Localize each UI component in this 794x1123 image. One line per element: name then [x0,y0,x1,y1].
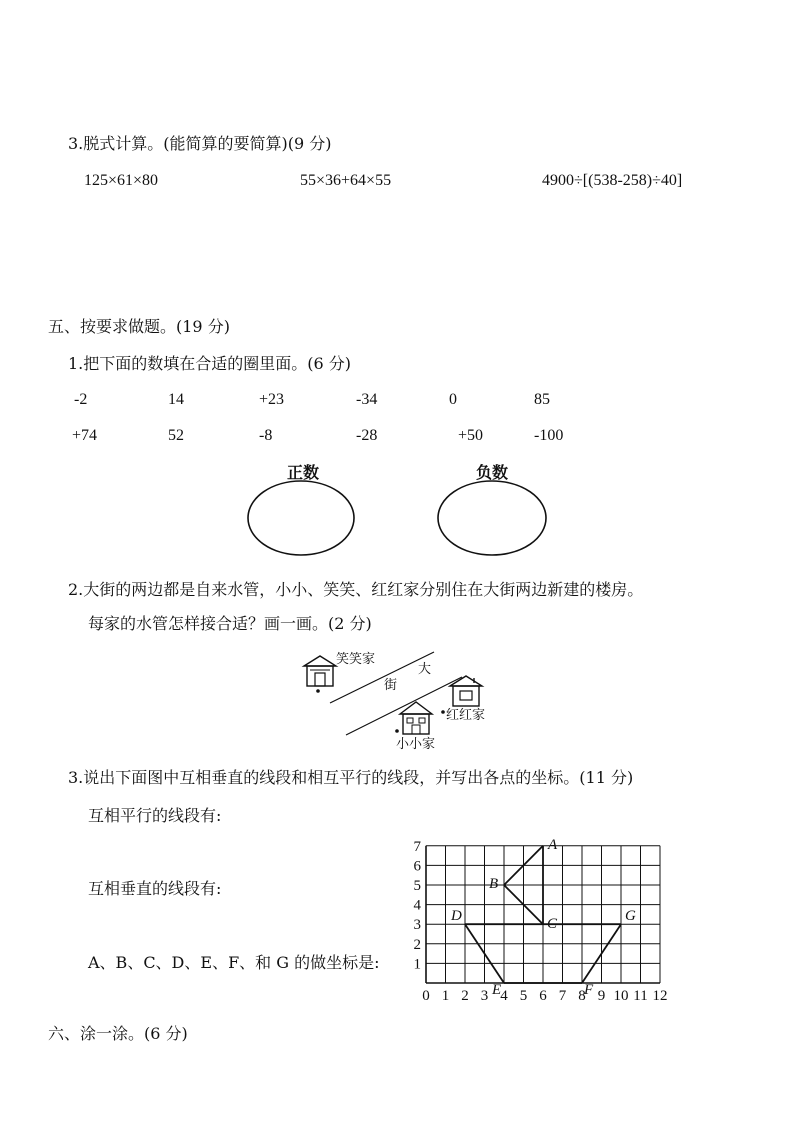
q3-calc-title: 3.脱式计算。(能简算的要简算)(9 分) [68,134,332,153]
x-tick-label: 11 [633,988,648,1004]
number-item: -100 [534,427,564,444]
number-item: 52 [168,427,184,444]
expression-1: 125×61×80 [84,172,159,189]
number-item: -28 [356,427,378,444]
number-item: 85 [534,391,550,408]
x-tick-label: 6 [539,988,547,1004]
q2-line2: 每家的水管怎样接合适？画一画。(2 分) [88,614,372,633]
x-tick-label: 5 [519,988,528,1004]
coordinate-grid [400,832,700,1012]
x-tick-label: 4 [500,988,508,1004]
y-tick-label: 7 [413,838,421,855]
section6-title: 六、涂一涂。(6 分) [48,1024,188,1043]
point-label-d: D [451,908,462,925]
x-tick-label: 8 [578,988,586,1004]
label-honghong: 红红家 [446,708,486,723]
positive-label: 正数 [287,463,320,482]
parallel-prompt: 互相平行的线段有: [88,806,222,825]
number-item: 0 [449,391,457,408]
y-tick-label: 1 [413,956,421,973]
q2-line1: 2.大街的两边都是自来水管，小小、笑笑、红红家分别住在大街两边新建的楼房。 [68,580,644,599]
x-tick-label: 7 [558,988,567,1004]
q3-title: 3.说出下面图中互相垂直的线段和相互平行的线段，并写出各点的坐标。(11 分) [68,768,634,787]
y-tick-label: 2 [413,936,421,953]
label-street-da: 大 [418,662,432,677]
number-item: +23 [259,391,285,408]
point-label-f: F [584,982,594,998]
x-tick-label: 0 [422,988,430,1004]
point-label-e: E [492,982,502,998]
section5-title: 五、按要求做题。(19 分) [48,317,230,336]
label-xiaoxiao: 小小家 [396,737,436,752]
perpendicular-prompt: 互相垂直的线段有: [88,879,222,898]
x-tick-label: 9 [597,988,606,1004]
negative-label: 负数 [476,463,509,482]
number-item: -34 [356,391,378,408]
label-street-jie: 街 [384,678,398,693]
y-tick-label: 3 [413,917,421,934]
tap-dot [316,689,320,693]
y-tick-label: 5 [413,878,421,894]
y-tick-label: 6 [413,858,421,875]
x-tick-label: 2 [461,988,469,1004]
point-label-g: G [625,908,636,925]
number-item: +50 [458,427,484,444]
street-line-lower [346,677,462,735]
number-item: -8 [259,427,273,444]
point-label-b: B [489,876,499,892]
coords-prompt: A、B、C、D、E、F、和 G 的做坐标是: [88,953,380,972]
expression-2: 55×36+64×55 [300,172,392,189]
x-tick-label: 1 [441,988,450,1004]
x-tick-label: 3 [480,988,489,1004]
house-icon [304,656,336,686]
y-tick-label: 4 [413,897,421,914]
house-icon [400,702,432,734]
x-tick-label: 10 [613,988,629,1004]
expression-3: 4900÷[(538-258)÷40] [542,172,683,189]
point-label-a: A [548,836,558,853]
point-label-c: C [547,916,558,933]
number-item: 14 [168,391,184,408]
tap-dot [441,710,445,714]
number-item: +74 [72,427,98,444]
tap-dot [395,729,399,733]
number-item: -2 [74,391,88,408]
label-xiaoxiao-top: 笑笑家 [336,652,376,667]
x-tick-label: 12 [652,988,668,1004]
q1-title: 1.把下面的数填在合适的圈里面。(6 分) [68,354,352,373]
